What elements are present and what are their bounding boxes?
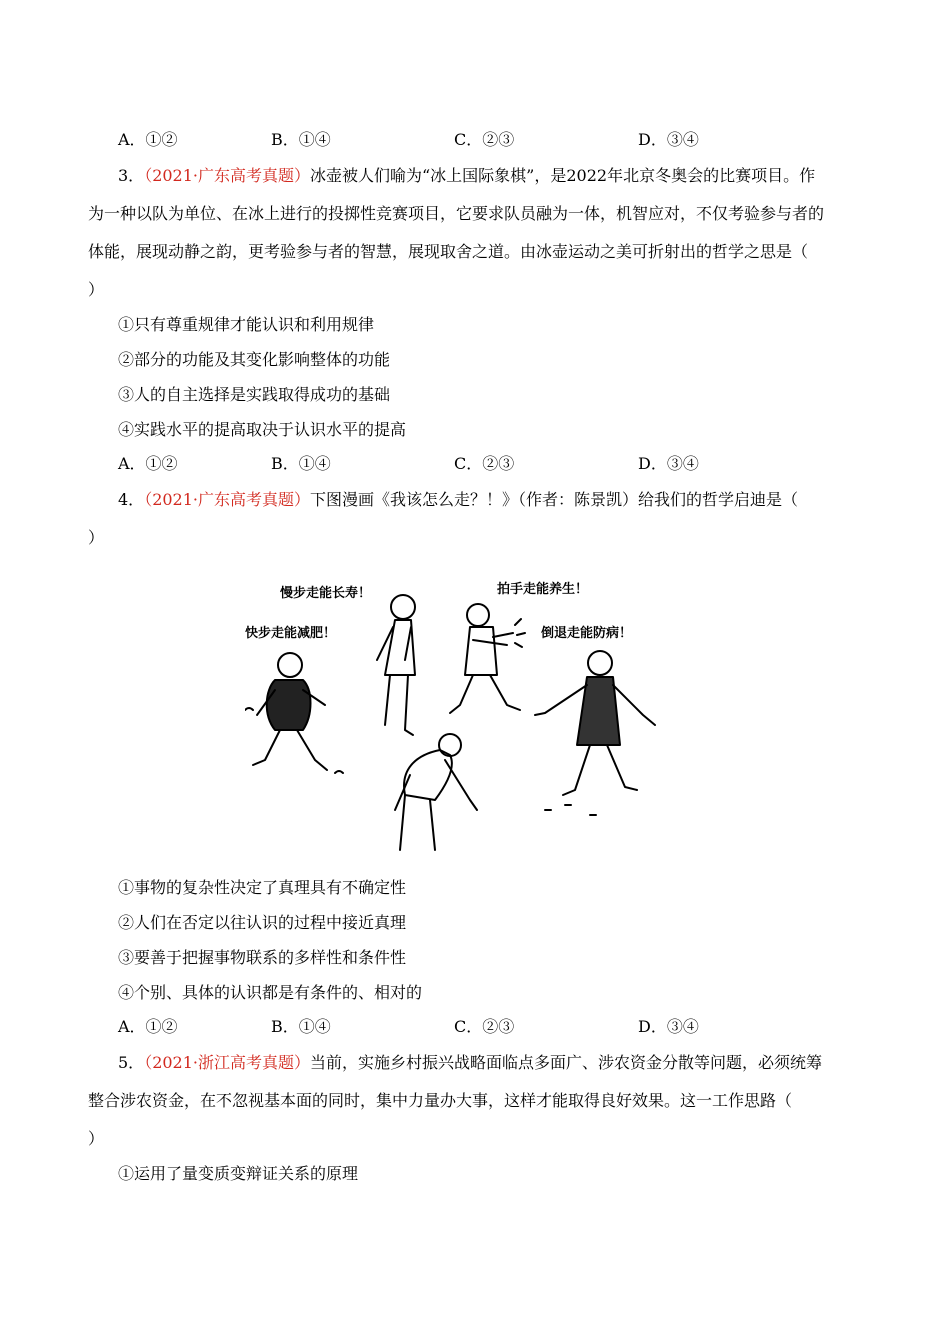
q4-statement-3: ③要善于把握事物联系的多样性和条件性 bbox=[118, 948, 407, 967]
q3-number: 3． bbox=[118, 166, 145, 185]
caption-fast-walk: 快步走能减肥！ bbox=[245, 626, 337, 641]
caption-backward-walk: 倒退走能防病！ bbox=[541, 626, 633, 641]
walking-cartoon-illustration bbox=[245, 565, 665, 865]
q3-statement-2: ②部分的功能及其变化影响整体的功能 bbox=[118, 350, 391, 369]
q3-stem-line-1: 冰壶被人们喻为“冰上国际象棋”，是2022年北京冬奥会的比赛项目。作 bbox=[310, 166, 816, 185]
confused-bent-figure bbox=[395, 734, 477, 850]
q4-option-b: B．①④ bbox=[271, 1017, 331, 1036]
q2-option-d: D．③④ bbox=[638, 130, 699, 149]
q4-statement-4: ④个别、具体的认识都是有条件的、相对的 bbox=[118, 983, 423, 1002]
q4-stem-line-2: ） bbox=[88, 528, 105, 547]
q5-stem-line-1: 当前，实施乡村振兴战略面临点多面广、涉农资金分散等问题，必须统筹 bbox=[310, 1053, 823, 1072]
q3-option-b: B．①④ bbox=[271, 454, 331, 473]
q3-statement-3: ③人的自主选择是实践取得成功的基础 bbox=[118, 385, 391, 404]
q5-source: （2021·浙江高考真题） bbox=[144, 1053, 310, 1072]
q3-statement-4: ④实践水平的提高取决于认识水平的提高 bbox=[118, 420, 407, 439]
q4-option-d: D．③④ bbox=[638, 1017, 699, 1036]
q4-option-a: A．①② bbox=[118, 1017, 178, 1036]
fast-walker-figure bbox=[245, 653, 343, 773]
q3-stem-line-4: ） bbox=[88, 280, 105, 299]
q2-option-c: C．②③ bbox=[454, 130, 515, 149]
q3-statement-1: ①只有尊重规律才能认识和利用规律 bbox=[118, 315, 375, 334]
caption-slow-walk: 慢步走能长寿！ bbox=[280, 586, 372, 601]
q4-statement-1: ①事物的复杂性决定了真理具有不确定性 bbox=[118, 878, 407, 897]
q4-option-c: C．②③ bbox=[454, 1017, 515, 1036]
q4-stem-first-line bbox=[118, 489, 798, 511]
q2-option-a: A．①② bbox=[118, 130, 178, 149]
q4-stem-line-1: 下图漫画《我该怎么走？！》（作者：陈景凯）给我们的哲学启迪是（ bbox=[310, 490, 799, 509]
q5-stem-line-2: 整合涉农资金，在不忽视基本面的同时，集中力量办大事，这样才能取得良好效果。这一工作思路（ bbox=[88, 1091, 793, 1110]
q5-number: 5． bbox=[118, 1053, 145, 1072]
q5-stem-first-line bbox=[118, 1052, 822, 1074]
q3-option-a: A．①② bbox=[118, 454, 178, 473]
q3-option-d: D．③④ bbox=[638, 454, 699, 473]
q3-stem-line-2: 为一种以队为单位、在冰上进行的投掷性竞赛项目，它要求队员融为一体，机智应对，不仅考验参与者的 bbox=[88, 204, 825, 223]
q3-source: （2021·广东高考真题） bbox=[144, 166, 310, 185]
q5-stem-line-3: ） bbox=[88, 1129, 105, 1148]
q4-number: 4． bbox=[118, 490, 145, 509]
q3-stem-line-3: 体能，展现动静之韵，更考验参与者的智慧，展现取舍之道。由冰壶运动之美可折射出的哲学之思是（ bbox=[88, 242, 809, 261]
q4-statement-2: ②人们在否定以往认识的过程中接近真理 bbox=[118, 913, 407, 932]
clapping-walker-figure bbox=[450, 604, 525, 713]
q3-option-c: C．②③ bbox=[454, 454, 515, 473]
q5-statement-1: ①运用了量变质变辩证关系的原理 bbox=[118, 1164, 359, 1183]
caption-clap-walk: 拍手走能养生！ bbox=[497, 582, 589, 597]
q3-stem-first-line bbox=[118, 165, 815, 187]
slow-walker-figure bbox=[377, 595, 415, 735]
backward-walker-figure bbox=[535, 651, 655, 815]
q2-option-b: B．①④ bbox=[271, 130, 331, 149]
q4-source: （2021·广东高考真题） bbox=[144, 490, 310, 509]
